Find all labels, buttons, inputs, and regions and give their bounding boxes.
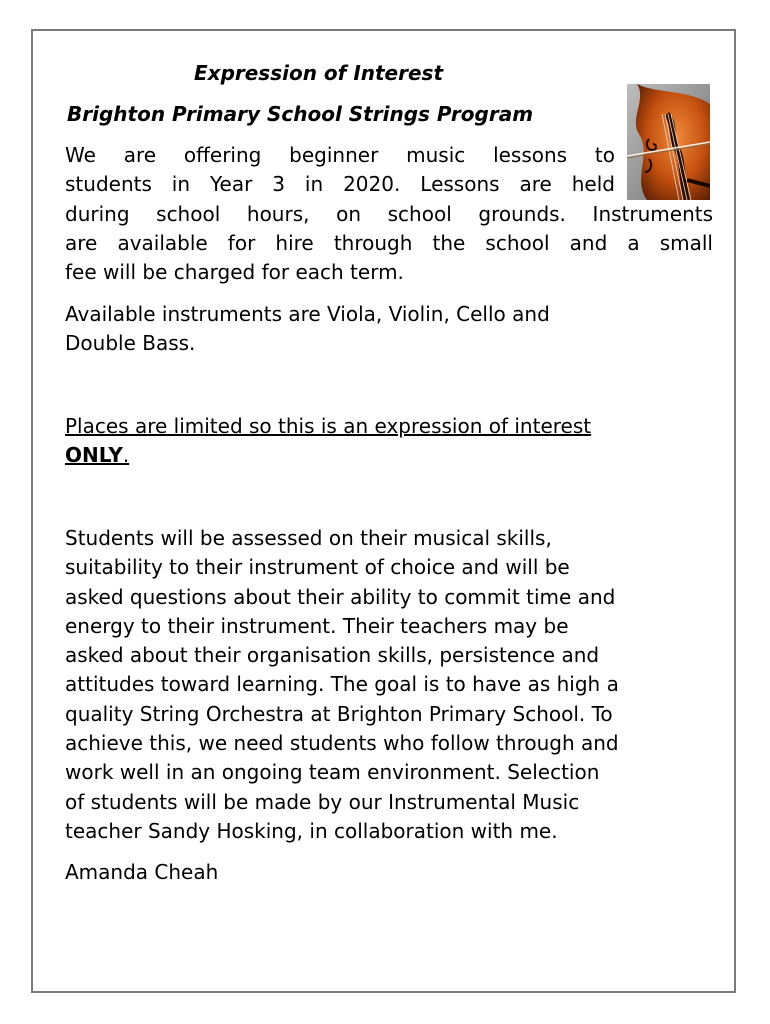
notice-only: ONLY xyxy=(65,443,123,468)
assessment-line: Students will be assessed on their musical skills, xyxy=(65,526,552,550)
intro-line: fee will be charged for each term. xyxy=(65,260,404,285)
document-title: Expression of Interest xyxy=(194,61,444,85)
signature: Amanda Cheah xyxy=(65,860,219,884)
document-subtitle: Brighton Primary School Strings Program xyxy=(67,102,534,126)
assessment-line: asked questions about their ability to commit time and xyxy=(65,584,616,609)
assessment-line: quality String Orchestra at Brighton Primary School. To xyxy=(65,701,613,726)
assessment-line: of students will be made by our Instrumental Music xyxy=(65,789,580,814)
notice-paragraph xyxy=(65,412,713,471)
notice-line: Places are limited so this is an expression of interest xyxy=(65,414,592,438)
instruments-paragraph xyxy=(65,300,713,359)
intro-line: students in Year 3 in 2020. Lessons are held xyxy=(65,172,615,197)
intro-line: are available for hire through the school and a small xyxy=(65,230,713,255)
intro-line: during school hours, on school grounds. Instruments xyxy=(65,201,713,226)
assessment-line: achieve this, we need students who follow through and xyxy=(65,731,619,756)
intro-line: We are offering beginner music lessons to xyxy=(65,143,615,167)
intro-paragraph xyxy=(65,141,713,287)
assessment-line: asked about their organisation skills, persistence and xyxy=(65,643,600,668)
assessment-line: attitudes toward learning. The goal is to have as high a xyxy=(65,672,619,697)
instruments-line: Double Bass. xyxy=(65,331,196,356)
notice-end: . xyxy=(122,443,130,468)
instruments-line: Available instruments are Viola, Violin, Cello and xyxy=(65,302,550,326)
assessment-line: teacher Sandy Hosking, in collaboration with me. xyxy=(65,818,558,843)
assessment-paragraph xyxy=(65,524,715,846)
assessment-line: work well in an ongoing team environment. Selection xyxy=(65,760,600,785)
assessment-line: energy to their instrument. Their teachers may be xyxy=(65,613,569,638)
assessment-line: suitability to their instrument of choice and will be xyxy=(65,555,570,580)
notice-only-line xyxy=(65,441,713,470)
